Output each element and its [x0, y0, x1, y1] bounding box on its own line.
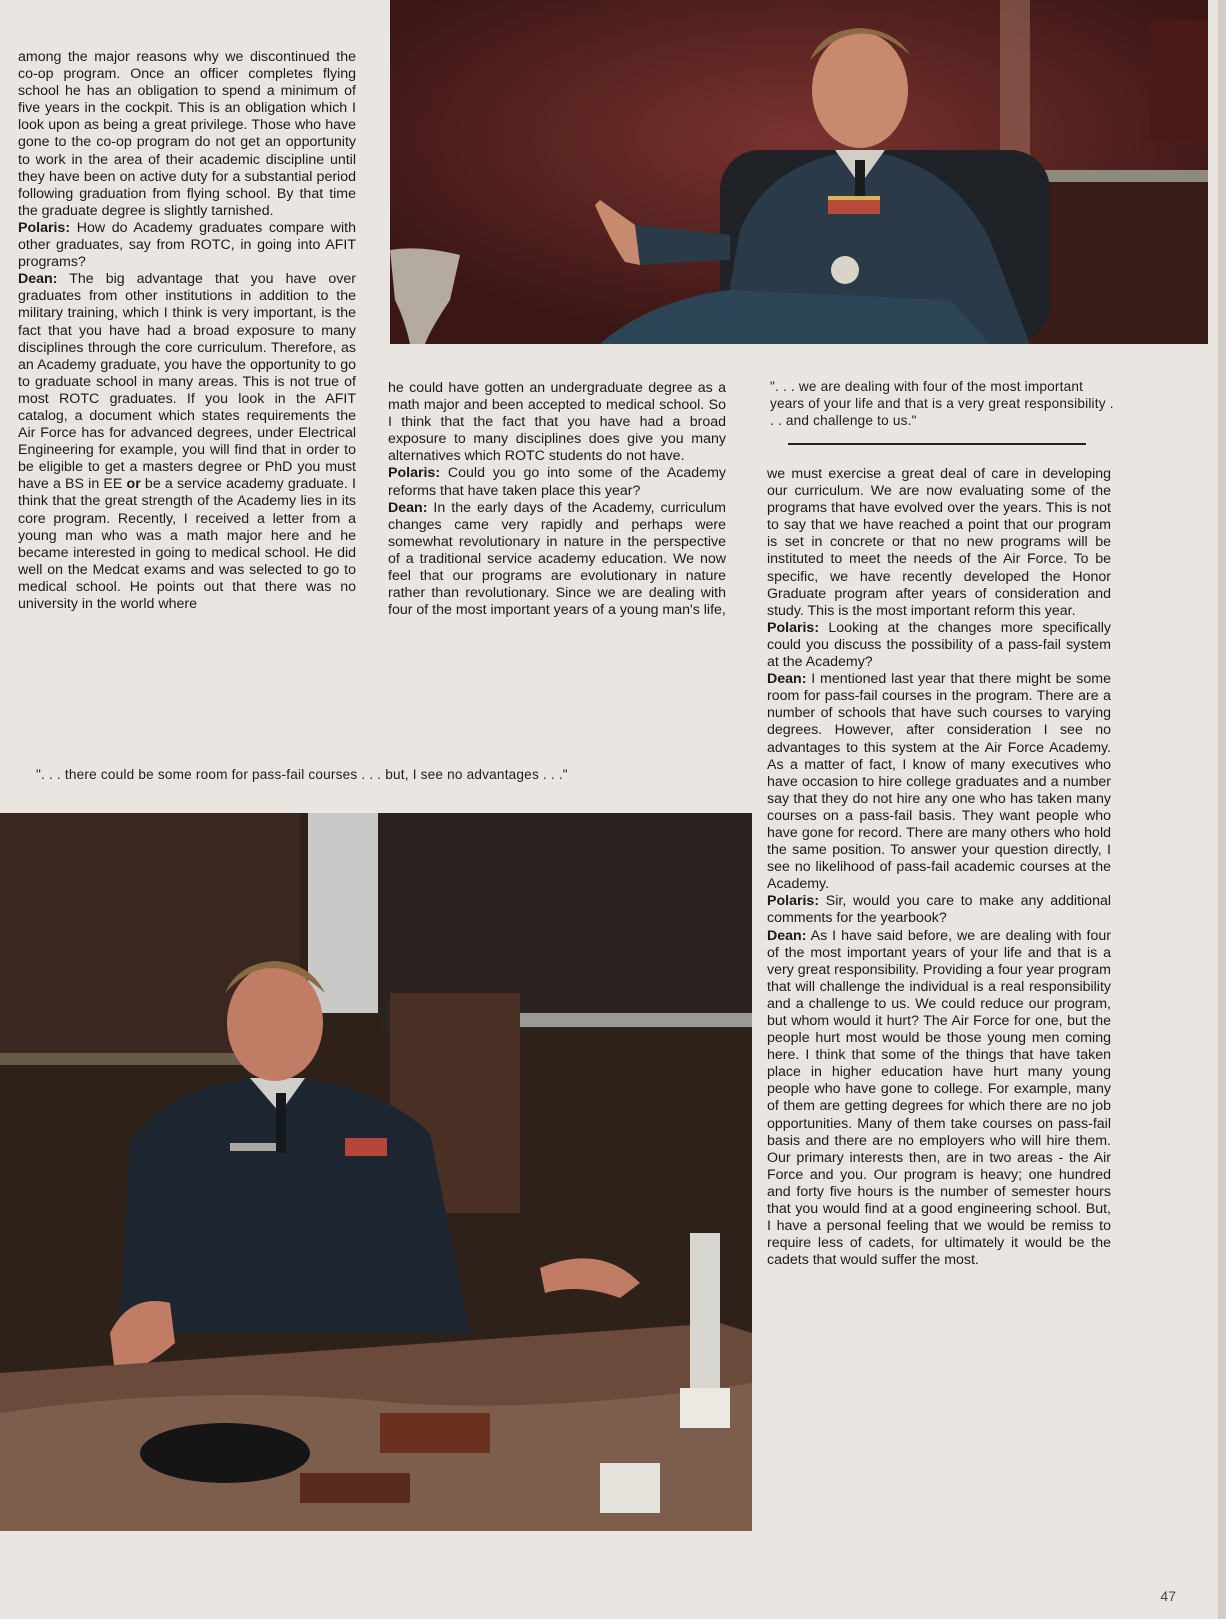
photo-officer-pointing [390, 0, 1208, 344]
quote-divider [788, 443, 1086, 445]
photo-officer-pointing-illustration [390, 0, 1208, 344]
speaker-polaris: Polaris: [388, 465, 441, 482]
answer-text: As I have said before, we are dealing with four of the most important years of your life and that is a very great responsibility. Providing a four year program that will challenge the individual is a real responsibility and a challenge to us. We could reduce our program, but whom would it hurt? The Air Force for one, but the people hurt most would be those young men coming here. I think that some of the things that have taken place in higher education have hurt many young people who have gone to college. For example, many of them are getting degrees for which there are no job opportunities. Many of them take courses on pass-fail basis and there are no employers who will hire them. Our primary interests then, are in two areas - the Air Force and you. Our program is heavy; one hundred and forty five hours is the number of semester hours that you would find at a good engineering school. But, I have a personal feeling that we would be remiss to require less of cadets, for ultimately it would be the cadets that would suffer the most. [767, 927, 1111, 1269]
pull-quote-bottom: ". . . there could be some room for pass-fail courses . . . but, I see no advantages . . ." [36, 767, 568, 782]
speaker-polaris: Polaris: [767, 619, 820, 636]
speaker-dean: Dean: [767, 927, 807, 944]
question-text: Looking at the changes more specifically could you discuss the possibility of a pass-fail system at the Academy? [767, 619, 1111, 671]
page-number: 47 [1160, 1588, 1176, 1604]
paragraph-text: among the major reasons why we discontinued the co-op program. Once an officer completes flying school he has an obligation to spend a minimum of five years in the cockpit. This is an obligation which I look upon as being a great privilege. Those who have gone to the co-op program do not get an opportunity to work in the area of their academic discipline until they have been on active duty for a substantial period following graduation from flying school. By that time the graduate degree is slightly tarnished. [18, 49, 356, 219]
page-edge [1218, 0, 1226, 1619]
emphasis-or: or [126, 476, 141, 493]
text-column-2 [388, 380, 726, 619]
speaker-dean: Dean: [18, 271, 58, 288]
pull-quote-right: ". . . we are dealing with four of the most important years of your life and that is a very great responsibility . . . and challenge to us." [770, 379, 1114, 428]
question-text: Could you go into some of the Academy reforms that have taken place this year? [388, 465, 726, 499]
photo-officer-at-desk [0, 813, 752, 1531]
question-text: Sir, would you care to make any additional comments for the yearbook? [767, 893, 1111, 927]
answer-text: I mentioned last year that there might be some room for pass-fail courses in the program. There are a number of schools that have such courses to varying degrees. However, after consideration I see no advantages to this system at the Air Force Academy. As a matter of fact, I know of many executives who have occasion to hire college graduates and a number say that they do not hire any one who has taken many courses on a pass-fail basis. They want people who have gone for record. There are many others who hold the same position. To answer your question directly, I see no likelihood of pass-fail academic courses at the Academy. [767, 671, 1111, 893]
answer-text: be a service academy graduate. I think that the great strength of the Academy lies in its core program. Recently, I received a letter from a young man who was a math major here and he became interested in going to medical school. He did well on the Medcat exams and was selected to go to medical school. He points out that there was no university in the world where [18, 476, 356, 612]
speaker-dean: Dean: [388, 499, 428, 516]
photo-officer-at-desk-illustration [0, 813, 752, 1531]
paragraph-text: we must exercise a great deal of care in developing our curriculum. We are now evaluating some of the programs that have evolved over the years. This is not to say that we have reached a point that our program is set in concrete or that no new programs will be instituted to meet the needs of the Air Force. To be specific, we have recently developed the Honor Graduate program after years of consideration and study. This is the most important reform this year. [767, 466, 1111, 619]
speaker-polaris: Polaris: [18, 219, 71, 236]
speaker-dean: Dean: [767, 671, 807, 688]
question-text: How do Academy graduates compare with other graduates, say from ROTC, in going into AFIT programs? [18, 219, 356, 271]
answer-text: In the early days of the Academy, curriculum changes came very rapidly and perhaps were somewhat revolutionary in nature in the perspective of a traditional service academy education. We now feel that our programs are evolutionary in nature rather than revolutionary. Since we are dealing with four of the most important years of a young man's life, [388, 499, 726, 619]
text-column-3 [767, 466, 1111, 1269]
text-column-1 [18, 49, 356, 613]
paragraph-text: he could have gotten an undergraduate degree as a math major and been accepted to medical school. So I think that the fact that you have had a broad exposure to many disciplines does give you many alternatives which ROTC students do not have. [388, 380, 726, 465]
speaker-polaris: Polaris: [767, 893, 820, 910]
answer-text: The big advantage that you have over graduates from other institutions in addition to the military training, which I think is very important, is the fact that you have had a broad exposure to many disciplines through the core curriculum. Therefore, as an Academy graduate, you have the opportunity to go to graduate school in many areas. This is not true of most ROTC graduates. If you look in the AFIT catalog, a document which states requirements the Air Force has for advanced degrees, under Electrical Engineering for example, you will find that in order to be eligible to get a masters degree or PhD you must have a BS in EE [18, 271, 356, 493]
